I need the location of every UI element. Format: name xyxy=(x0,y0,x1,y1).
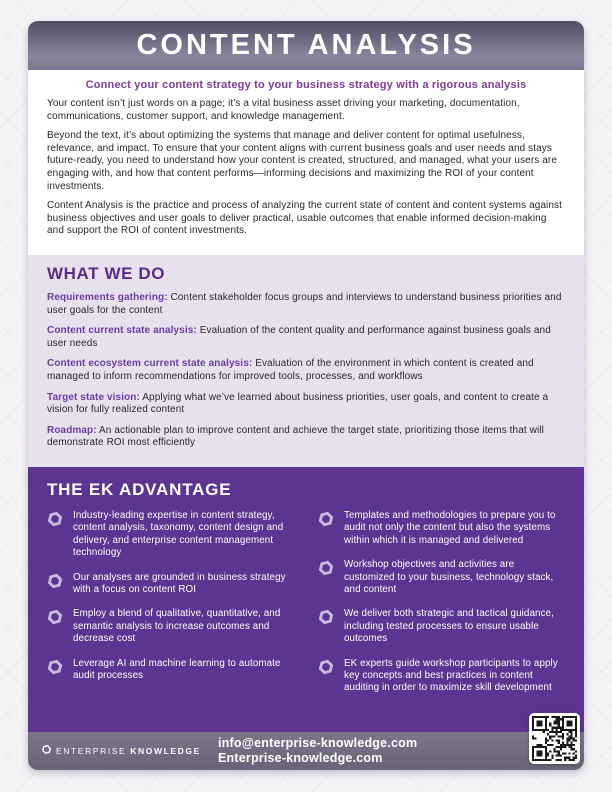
advantage-item xyxy=(318,658,565,695)
footer-contact-block xyxy=(218,736,417,766)
logo-word-knowledge: KNOWLEDGE xyxy=(130,746,201,756)
logo-word-enterprise: ENTERPRISE xyxy=(56,746,127,756)
contact-website: Enterprise-knowledge.com xyxy=(218,751,383,765)
intro-section xyxy=(28,70,584,255)
list-item xyxy=(47,358,565,383)
advantage-item xyxy=(47,608,294,645)
list-item-text: Content stakeholder focus groups and interviews to understand business priorities and user goals for the content xyxy=(47,292,562,316)
hexagon-bullet-icon xyxy=(318,560,334,596)
ek-advantage-heading: THE EK ADVANTAGE xyxy=(47,480,232,499)
list-item-text: Applying what we’ve learned about business priorities, user goals, and content to create a vision for fully realized content xyxy=(47,391,549,416)
enterprise-knowledge-logo xyxy=(41,732,201,770)
advantage-item-text: Templates and methodologies to prepare you to audit not only the content but also the systems within which it is managed and delivered xyxy=(344,510,556,546)
list-item xyxy=(47,425,565,450)
ek-advantage-left-column xyxy=(47,510,294,695)
list-item-lead: Roadmap: xyxy=(47,424,97,436)
advantage-item-text: Our analyses are grounded in business strategy with a focus on content ROI xyxy=(73,571,286,596)
page-title: CONTENT ANALYSIS xyxy=(136,29,476,61)
intro-subtitle: Connect your content strategy to your business strategy with a rigorous analysis xyxy=(85,79,527,91)
advantage-item-text: Workshop objectives and activities are customized to your business, technology stack, and content xyxy=(344,559,554,596)
list-item-lead: Target state vision: xyxy=(47,391,140,403)
hexagon-bullet-icon xyxy=(47,573,63,597)
advantage-item xyxy=(47,572,294,597)
list-item xyxy=(47,392,565,417)
list-item xyxy=(47,292,565,317)
hexagon-bullet-icon xyxy=(318,511,334,547)
contact-email: info@enterprise-knowledge.com xyxy=(218,736,418,750)
logo-hexagon-icon xyxy=(41,742,52,760)
advantage-item-text: Industry-leading expertise in content strategy, content analysis, taxonomy, content design and delivery, and enterprise content management technology xyxy=(73,510,284,559)
footer-bar xyxy=(28,732,584,770)
advantage-item-text: Employ a blend of qualitative, quantitative, and semantic analysis to increase outcomes and decrease cost xyxy=(73,608,281,645)
flyer-card xyxy=(28,21,584,770)
qr-code xyxy=(529,713,580,764)
advantage-item-text: We deliver both strategic and tactical guidance, including tested processes to ensure usable outcomes xyxy=(344,608,554,645)
advantage-item xyxy=(47,658,294,683)
intro-paragraph: Your content isn’t just words on a page; it’s a vital business asset driving your marketing, documentation, communications, customer support, and knowledge management. xyxy=(47,98,520,122)
intro-paragraph: Content Analysis is the practice and process of analyzing the current state of content and content systems against business objectives and user goals to deliver practical, usable outcomes that enable informed decision-making and support the ROI of content investments. xyxy=(47,200,563,237)
ek-advantage-right-column xyxy=(318,510,565,695)
header-banner xyxy=(28,21,584,70)
what-we-do-heading: WHAT WE DO xyxy=(47,264,166,283)
list-item-text: An actionable plan to improve content and achieve the target state, prioritizing those items that will demonstrate ROI most efficiently xyxy=(47,424,544,449)
hexagon-bullet-icon xyxy=(47,659,63,683)
advantage-item xyxy=(47,510,294,560)
advantage-item xyxy=(318,510,565,547)
advantage-item-text: EK experts guide workshop participants to apply key concepts and best practices in content auditing in order to maximize skill development xyxy=(344,657,558,694)
ek-advantage-columns xyxy=(47,510,565,695)
advantage-item-text: Leverage AI and machine learning to automate audit processes xyxy=(73,657,281,682)
hexagon-bullet-icon xyxy=(47,511,63,560)
logo-wordmark xyxy=(56,746,201,756)
advantage-item xyxy=(318,559,565,596)
list-item-lead: Requirements gathering: xyxy=(47,292,168,303)
list-item-text: Evaluation of the content quality and performance against business goals and user needs xyxy=(47,325,551,349)
list-item xyxy=(47,325,565,350)
intro-paragraph: Beyond the text, it’s about optimizing the systems that manage and deliver content for optimal usefulness, relevance, and impact. To ensure that your content aligns with current business goals and user needs and stays future-ready, you need to understand how your content is created, structured, and managed, what your users are engaging with, and how that content performs—informing decisions and maximizing the ROI of your content investments. xyxy=(47,130,557,192)
what-we-do-section xyxy=(28,255,584,467)
list-item-lead: Content ecosystem current state analysis: xyxy=(47,358,253,370)
list-item-lead: Content current state analysis: xyxy=(47,325,197,337)
hexagon-bullet-icon xyxy=(47,609,63,645)
hexagon-bullet-icon xyxy=(318,659,334,695)
ek-advantage-section xyxy=(28,467,584,732)
advantage-item xyxy=(318,608,565,645)
hexagon-bullet-icon xyxy=(318,609,334,645)
list-item-text: Evaluation of the environment in which content is created and managed to inform recommendations for improved tools, processes, and workflows xyxy=(47,358,534,382)
